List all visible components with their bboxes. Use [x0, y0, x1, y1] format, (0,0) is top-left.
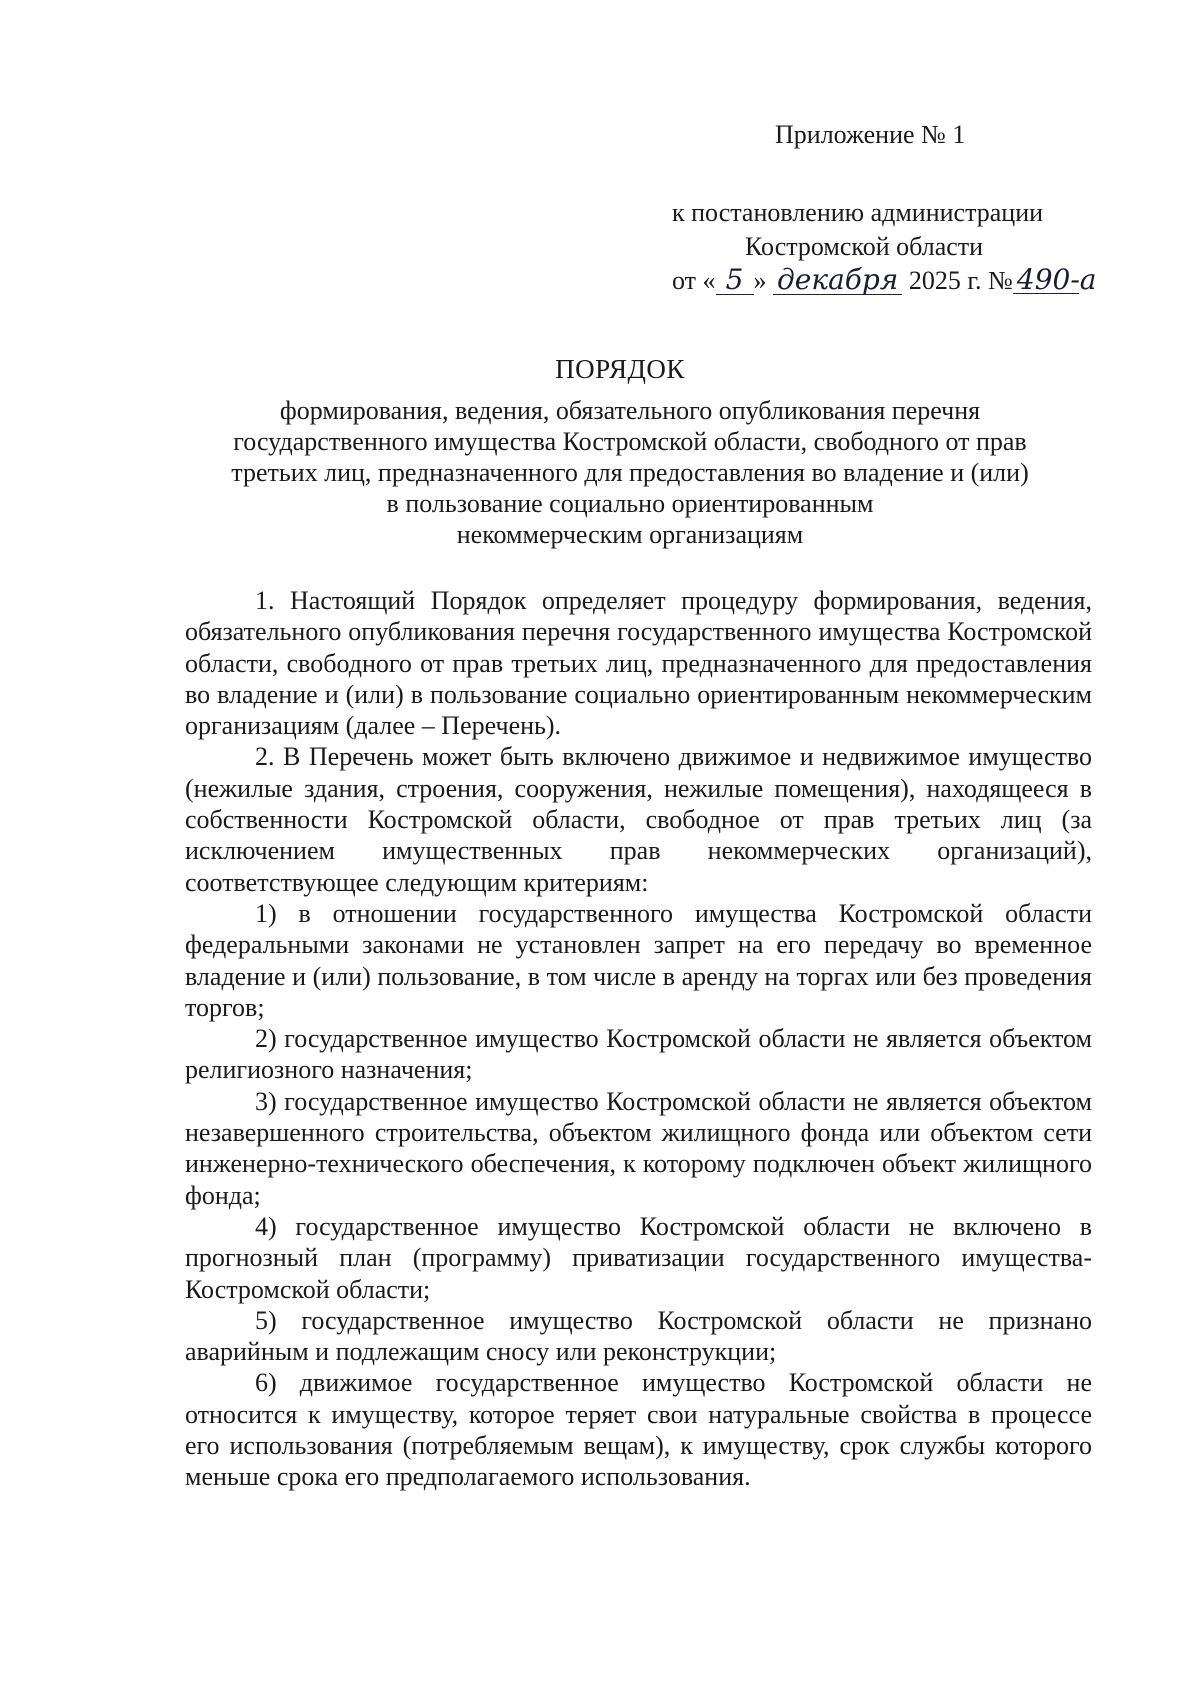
criterion-5: 5) государственное имущество Костромской области не признано аварийным и подлежащим сносу или реконструкции;: [185, 1305, 1092, 1367]
appendix-line-resolution: к постановлению администрации: [672, 198, 1044, 227]
document-title: ПОРЯДОК: [555, 354, 685, 384]
handwritten-day: 5: [716, 266, 754, 295]
criterion-4: 4) государственное имущество Костромской области не включено в прогнозный план (программу) приватизации государственного имущества-Костромской области;: [185, 1211, 1092, 1304]
handwritten-number: 490-а: [1013, 266, 1109, 294]
date-mid: »: [753, 266, 767, 295]
document-subtitle: [160, 395, 1100, 550]
subtitle-line: третьих лиц, предназначенного для предоставления во владение и (или): [231, 458, 1029, 487]
handwritten-month: декабря: [773, 266, 902, 295]
criterion-6: 6) движимое государственное имущество Костромской области не относится к имуществу, которое теряет свои натуральные свойства в процессе его использования (потребляемым вещам), к имуществу, срок службы которого меньше срока его предполагаемого использования.: [185, 1368, 1092, 1492]
appendix-title: Приложение № 1: [775, 120, 966, 149]
subtitle-line: некоммерческим организациям: [456, 520, 804, 549]
appendix-date-line: [672, 264, 1109, 298]
subtitle-line: в пользование социально ориентированным: [386, 489, 874, 518]
document-body: [185, 585, 1092, 1493]
criterion-2: 2) государственное имущество Костромской области не является объектом религиозного назначения;: [185, 1024, 1092, 1085]
criterion-3: 3) государственное имущество Костромской области не является объектом незавершенного строительства, объектом жилищного фонда или объектом сети инженерно-технического обеспечения, к которому подключен объект жилищного фонда;: [185, 1086, 1092, 1210]
criterion-1: 1) в отношении государственного имущества Костромской области федеральными законами не установлен запрет на его передачу во временное владение и (или) пользование, в том числе в аренду на торгах или без проведения торгов;: [185, 898, 1092, 1022]
paragraph-1: 1. Настоящий Порядок определяет процедуру формирования, ведения, обязательного опубликования перечня государственного имущества Костромской области, свободного от прав третьих лиц, предназначенного для предоставления во владение и (или) в пользование социально ориентированным некоммерческим организациям (далее – Перечень).: [185, 586, 1092, 741]
appendix-line-region: Костромской области: [745, 232, 984, 261]
year-and-number-label: 2025 г. №: [908, 266, 1013, 295]
date-prefix: от «: [672, 266, 716, 295]
subtitle-line: государственного имущества Костромской области, свободного от прав: [233, 427, 1027, 456]
subtitle-line: формирования, ведения, обязательного опубликования перечня: [279, 396, 981, 425]
paragraph-2: 2. В Перечень может быть включено движимое и недвижимое имущество (нежилые здания, строения, сооружения, нежилые помещения), находящееся в собственности Костромской области, свободное от прав третьих лиц (за исключением имущественных прав некоммерческих организаций), соответствующее следующим критериям:: [185, 742, 1092, 897]
